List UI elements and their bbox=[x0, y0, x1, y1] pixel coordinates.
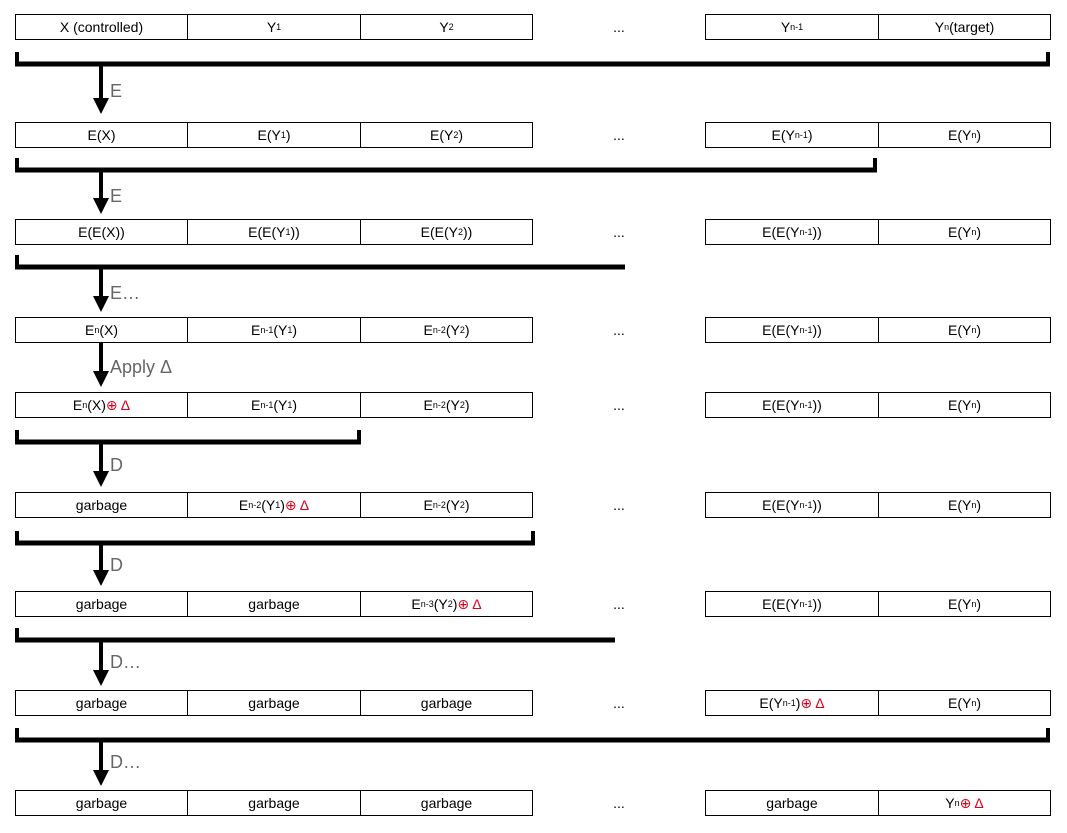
block-cell-2: E(E(Y 2 )) bbox=[360, 219, 533, 245]
block-cell-1: garbage bbox=[187, 591, 361, 617]
block-cell-4: E(E(Y n-1 )) bbox=[705, 591, 879, 617]
ellipsis-cell: ... bbox=[613, 695, 625, 711]
step-label-3: Apply Δ bbox=[110, 357, 173, 377]
down-arrow-7 bbox=[93, 740, 109, 786]
ellipsis-cell: ... bbox=[613, 397, 625, 413]
block-cell-1: E(Y 1 ) bbox=[187, 122, 361, 148]
step-label-0: E bbox=[110, 81, 123, 101]
block-cell-0: X (controlled) bbox=[15, 14, 188, 40]
step-label-6: D… bbox=[110, 652, 141, 672]
block-cell-4: garbage bbox=[705, 790, 879, 816]
block-cell-0: garbage bbox=[15, 492, 188, 518]
block-cell-2: garbage bbox=[360, 790, 533, 816]
step-label-5: D bbox=[110, 555, 123, 575]
block-cell-5: E(Y n ) bbox=[878, 591, 1051, 617]
block-cell-4: E(E(Y n-1 )) bbox=[705, 219, 879, 245]
bracket-3 bbox=[15, 430, 361, 444]
down-arrow-4 bbox=[93, 442, 109, 487]
block-cell-2: E n-2 (Y 2 ) bbox=[360, 492, 533, 518]
block-cell-0: E n (X) bbox=[15, 317, 188, 343]
block-cell-0: garbage bbox=[15, 690, 188, 716]
block-cell-1: garbage bbox=[187, 690, 361, 716]
block-cell-5: E(Y n ) bbox=[878, 690, 1051, 716]
block-cell-1: E n-1 (Y 1 ) bbox=[187, 317, 361, 343]
block-cell-1: E n-2 (Y 1 ) ⊕ Δ bbox=[187, 492, 361, 518]
block-cell-0: E n (X) ⊕ Δ bbox=[15, 392, 188, 418]
block-cell-0: garbage bbox=[15, 591, 188, 617]
block-cell-2: E n-2 (Y 2 ) bbox=[360, 392, 533, 418]
block-cell-2: garbage bbox=[360, 690, 533, 716]
block-cell-4: E(E(Y n-1 )) bbox=[705, 492, 879, 518]
block-cell-2: E n-3 (Y 2 ) ⊕ Δ bbox=[360, 591, 533, 617]
bracket-2 bbox=[15, 255, 625, 269]
bracket-4 bbox=[15, 531, 535, 545]
block-cell-4: E(Y n-1 ) bbox=[705, 122, 879, 148]
bracket-1 bbox=[15, 158, 877, 172]
step-label-7: D… bbox=[110, 752, 141, 772]
ellipsis-cell: ... bbox=[613, 497, 625, 513]
block-cell-5: E(Y n ) bbox=[878, 392, 1051, 418]
block-cell-4: E(E(Y n-1 )) bbox=[705, 317, 879, 343]
block-cell-5: E(Y n ) bbox=[878, 492, 1051, 518]
down-arrow-3 bbox=[93, 342, 109, 387]
block-cell-2: E(Y 2 ) bbox=[360, 122, 533, 148]
block-cell-1: E n-1 (Y 1 ) bbox=[187, 392, 361, 418]
bracket-6 bbox=[15, 728, 1050, 742]
block-cell-4: E(Y n-1 ) ⊕ Δ bbox=[705, 690, 879, 716]
down-arrow-5 bbox=[93, 543, 109, 586]
block-cell-1: garbage bbox=[187, 790, 361, 816]
ellipsis-cell: ... bbox=[613, 127, 625, 143]
step-label-4: D bbox=[110, 455, 123, 475]
ellipsis-cell: ... bbox=[613, 322, 625, 338]
ellipsis-cell: ... bbox=[613, 596, 625, 612]
block-cell-4: E(E(Y n-1 )) bbox=[705, 392, 879, 418]
bracket-5 bbox=[15, 628, 615, 642]
ellipsis-cell: ... bbox=[613, 224, 625, 240]
block-cell-1: E(E(Y 1 )) bbox=[187, 219, 361, 245]
block-cell-2: E n-2 (Y 2 ) bbox=[360, 317, 533, 343]
block-cell-5: Y n ⊕ Δ bbox=[878, 790, 1051, 816]
down-arrow-0 bbox=[93, 64, 109, 114]
bracket-0 bbox=[15, 52, 1050, 66]
block-cell-5: E(Y n ) bbox=[878, 122, 1051, 148]
block-cell-5: Y n (target) bbox=[878, 14, 1051, 40]
block-cell-0: garbage bbox=[15, 790, 188, 816]
step-label-1: E bbox=[110, 186, 123, 206]
block-cell-5: E(Y n ) bbox=[878, 219, 1051, 245]
block-cell-5: E(Y n ) bbox=[878, 317, 1051, 343]
down-arrow-6 bbox=[93, 640, 109, 686]
ellipsis-cell: ... bbox=[613, 19, 625, 35]
block-cell-1: Y 1 bbox=[187, 14, 361, 40]
down-arrow-1 bbox=[93, 170, 109, 214]
ellipsis-cell: ... bbox=[613, 795, 625, 811]
down-arrow-2 bbox=[93, 267, 109, 312]
step-label-2: E… bbox=[110, 283, 141, 303]
block-cell-0: E(X) bbox=[15, 122, 188, 148]
block-cell-2: Y 2 bbox=[360, 14, 533, 40]
block-cell-0: E(E(X)) bbox=[15, 219, 188, 245]
block-cell-4: Y n-1 bbox=[705, 14, 879, 40]
